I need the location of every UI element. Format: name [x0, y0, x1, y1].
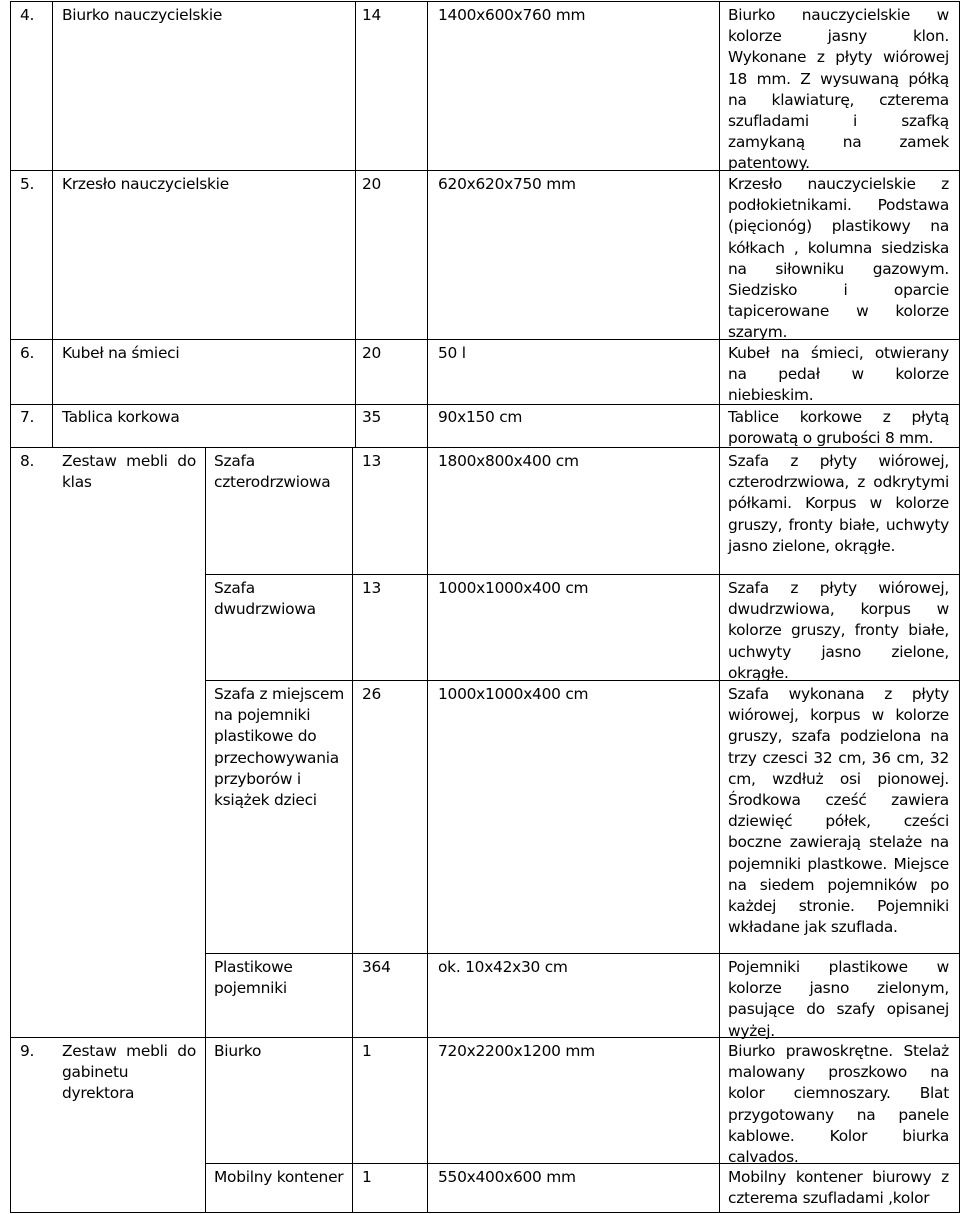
item-dimensions: 1000x1000x400 cm: [438, 685, 589, 703]
group-name: Zestaw mebli do gabinetu dyrektora: [62, 1042, 196, 1103]
item-name: Szafa z miejscem na pojemniki plastikowe do przechowywania przyborów i książek dzieci: [214, 685, 344, 810]
subrow-divider: [205, 574, 960, 575]
column-divider: [205, 447, 206, 1213]
item-description: Szafa wykonana z płyty wiórowej, korpus w kolorze gruszy, szafa podzielona na trzy czesci 32 cm, 36 cm, 32 cm, wzdłuż osi pionowej. Środkowa cześć zawiera dziewięć półek, cześci boczne zawierają stelaże na pojemniki plastkowe. Miejsce na siedem pojemników po każdej stronie. Pojemniki wkładane jak szuflada.: [728, 685, 949, 937]
item-name: Mobilny kontener: [214, 1168, 344, 1186]
item-dimensions: ok. 10x42x30 cm: [438, 958, 568, 976]
item-description: Biurko prawoskrętne. Stelaż malowany proszkowo na kolor ciemnoszary. Blat przygotowany na panele kablowe. Kolor biurka calvados.: [728, 1042, 949, 1167]
table-bottom-border: [10, 1212, 960, 1213]
item-dimensions: 50 l: [438, 344, 466, 362]
item-description: Biurko nauczycielskie w kolorze jasny klon. Wykonane z płyty wiórowej 18 mm. Z wysuwaną półką na klawiaturę, czterema szufladami i szafką zamykaną na zamek patentowy.: [728, 6, 949, 173]
row-number: 9.: [20, 1042, 35, 1060]
item-name: Szafa dwudrzwiowa: [214, 579, 316, 619]
item-description: Pojemniki plastikowe w kolorze jasno zielonym, pasujące do szafy opisanej wyżej.: [728, 958, 949, 1040]
row-number: 8.: [20, 452, 35, 470]
item-dimensions: 620x620x750 mm: [438, 175, 576, 193]
item-quantity: 20: [362, 175, 382, 193]
item-quantity: 14: [362, 6, 382, 24]
item-name: Kubeł na śmieci: [62, 344, 180, 362]
item-dimensions: 720x2200x1200 mm: [438, 1042, 595, 1060]
row-number: 7.: [20, 408, 35, 426]
item-description: Krzesło nauczycielskie z podłokietnikami. Podstawa (pięcionóg) plastikowy na kółkach , kolumna siedziska na siłowniku gazowym. Siedzisko i oparcie tapicerowane w kolorze szarym.: [728, 175, 949, 342]
item-dimensions: 1800x800x400 cm: [438, 452, 579, 470]
item-name: Biurko nauczycielskie: [62, 6, 223, 24]
row-number: 5.: [20, 175, 35, 193]
item-quantity: 1: [362, 1042, 372, 1060]
table-left-border: [10, 1, 11, 1213]
item-quantity: 13: [362, 579, 382, 597]
column-divider: [355, 1, 356, 447]
item-name: Biurko: [214, 1042, 262, 1060]
item-name: Szafa czterodrzwiowa: [214, 452, 331, 492]
item-dimensions: 1000x1000x400 cm: [438, 579, 589, 597]
item-quantity: 364: [362, 958, 391, 976]
item-quantity: 20: [362, 344, 382, 362]
column-divider: [52, 1, 53, 447]
item-name: Plastikowe pojemniki: [214, 958, 293, 998]
item-dimensions: 1400x600x760 mm: [438, 6, 586, 24]
item-description: Tablice korkowe z płytą porowatą o grubości 8 mm.: [728, 408, 949, 448]
table-top-border: [10, 1, 960, 2]
item-description: Szafa z płyty wiórowej, dwudrzwiowa, korpus w kolorze gruszy, fronty białe, uchwyty jasno zielone, okrągłe.: [728, 579, 949, 682]
item-description: Mobilny kontener biurowy z czterema szufladami ,kolor: [728, 1168, 949, 1208]
item-description: Kubeł na śmieci, otwierany na pedał w kolorze niebieskim.: [728, 344, 949, 405]
item-name: Krzesło nauczycielskie: [62, 175, 229, 193]
item-dimensions: 90x150 cm: [438, 408, 523, 426]
subrow-divider: [205, 953, 960, 954]
row-number: 4.: [20, 6, 35, 24]
column-divider: [352, 447, 353, 1213]
item-name: Tablica korkowa: [62, 408, 180, 426]
group-name: Zestaw mebli do klas: [62, 452, 196, 492]
column-divider: [719, 1, 720, 1213]
item-quantity: 1: [362, 1168, 372, 1186]
item-quantity: 35: [362, 408, 382, 426]
row-number: 6.: [20, 344, 35, 362]
item-description: Szafa z płyty wiórowej, czterodrzwiowa, z odkrytymi półkami. Korpus w kolorze gruszy, fronty białe, uchwyty jasno zielone, okrągłe.: [728, 452, 949, 555]
item-quantity: 13: [362, 452, 382, 470]
column-divider: [427, 1, 428, 1213]
item-quantity: 26: [362, 685, 382, 703]
item-dimensions: 550x400x600 mm: [438, 1168, 576, 1186]
